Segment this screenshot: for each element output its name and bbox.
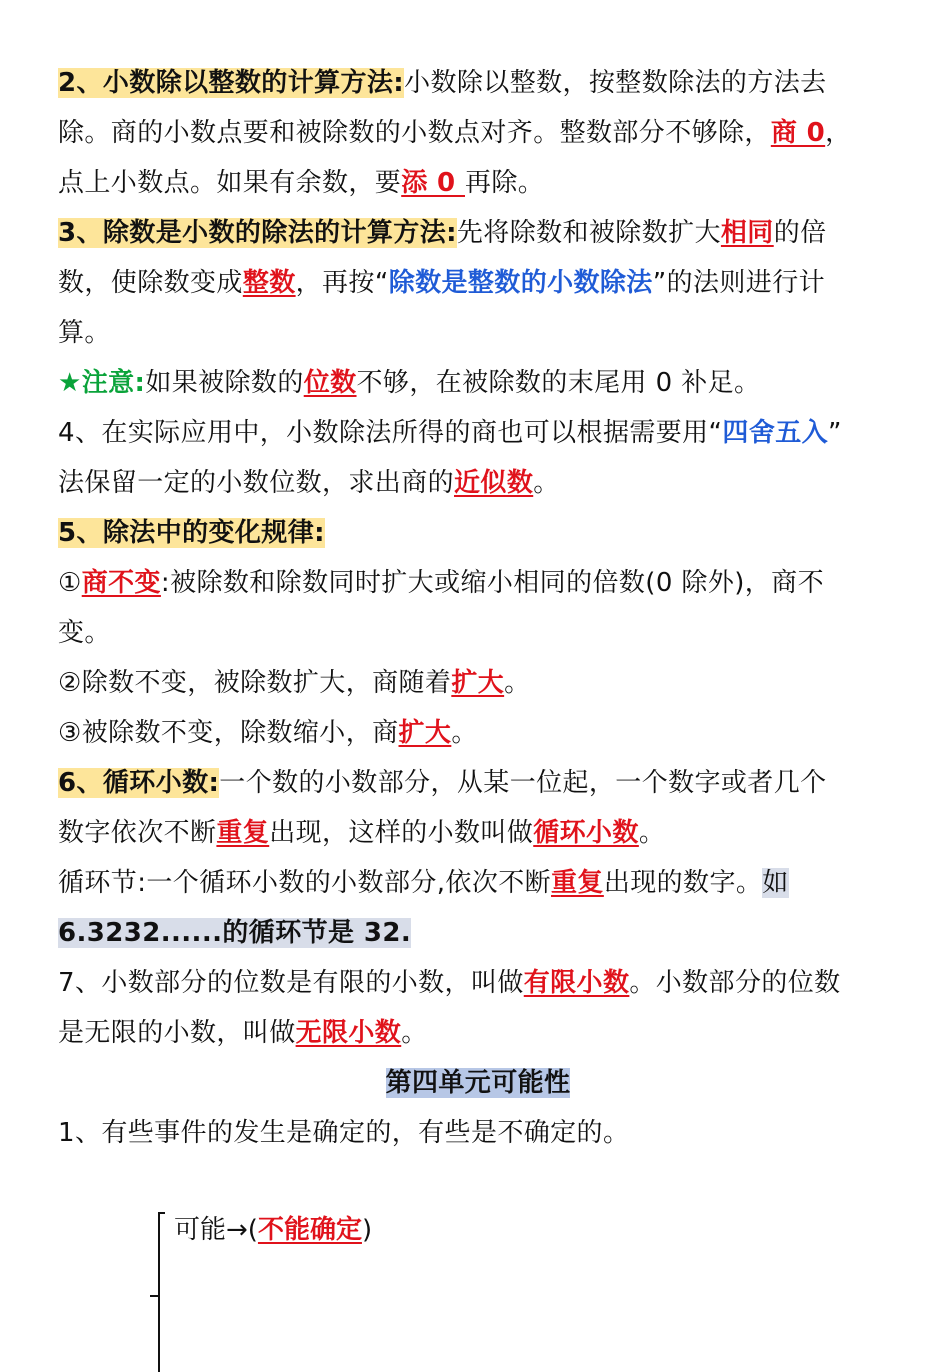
s5-line-heading (58, 508, 898, 558)
s3-line-1 (58, 208, 898, 258)
s4-text: 4、在实际应用中，小数除法所得的商也可以根据需要用“ (58, 418, 723, 448)
keyword-bunengqueding: 不能确定 (257, 1215, 362, 1245)
s2-text: 小数除以整数，按整数除法的方法去 (404, 68, 827, 98)
possibility-bracket (58, 1208, 898, 1368)
s2-text: 再除。 (465, 168, 545, 198)
s2-line-2 (58, 108, 898, 158)
s7-line-1 (58, 958, 898, 1008)
keyword-chongfu: 重复 (216, 818, 270, 848)
s4-text: 法保留一定的小数位数，求出商的 (58, 468, 455, 498)
keyword-xunhuanxiaoshu: 循环小数 (533, 818, 639, 848)
keyword-jinsishu: 近似数 (454, 468, 534, 498)
s6-text: 出现的数字。 (603, 868, 763, 898)
possible-label: 可能→( (174, 1215, 258, 1245)
keyword-xiangtong: 相同 (720, 218, 774, 248)
s4-text: 。 (533, 468, 560, 498)
s6-line-4 (58, 908, 898, 958)
s5-text: 。 (504, 668, 531, 698)
possible-label: ) (361, 1215, 373, 1245)
rule-name-blue: 除数是整数的小数除法 (388, 268, 653, 298)
s6-text: 数字依次不断 (58, 818, 217, 848)
note-label: ★注意: (58, 368, 146, 398)
circled-number: ① (58, 568, 82, 598)
bracket-line (158, 1212, 160, 1372)
bracket-line (158, 1212, 165, 1214)
s5-text: ②除数不变，被除数扩大，商随着 (58, 668, 452, 698)
example-highlight: 6.3232......的循环节是 32. (58, 918, 412, 948)
s7-text: 。小数部分的位数 (629, 968, 841, 998)
s4-text: ” (828, 418, 842, 448)
s3-text: 的倍 (773, 218, 827, 248)
s6-text: 循环节:一个循环小数的小数部分,依次不断 (58, 868, 552, 898)
s7-line-2 (58, 1008, 898, 1058)
keyword-youxianxiaoshu: 有限小数 (523, 968, 630, 998)
keyword-shangbubian: 商不变 (81, 568, 161, 598)
s5-text: ③被除数不变，除数缩小，商 (58, 718, 399, 748)
keyword-zhengshu: 整数 (242, 268, 296, 298)
s5-rule-2 (58, 658, 898, 708)
keyword-shang-0: 商 0 (770, 118, 826, 148)
s6-text: 出现，这样的小数叫做 (269, 818, 534, 848)
s4-line-1 (58, 408, 898, 458)
s5-rule-1-cont (58, 608, 898, 658)
s3-text: 数，使除数变成 (58, 268, 243, 298)
spacer (58, 1158, 898, 1208)
s3-text: 算。 (58, 318, 111, 348)
s5-text: 变。 (58, 618, 111, 648)
possible-item (174, 1208, 372, 1252)
example-highlight: 如 (762, 868, 789, 898)
s2-line-3 (58, 158, 898, 208)
s5-text: :被除数和除数同时扩大或缩小相同的倍数(0 除外)，商不 (160, 568, 824, 598)
s7-text: 7、小数部分的位数是有限的小数，叫做 (58, 968, 524, 998)
unit4-line-1 (58, 1108, 898, 1158)
s6-heading: 6、循环小数: (58, 768, 220, 798)
s3-heading: 3、除数是小数的除法的计算方法: (58, 218, 457, 248)
note-line (58, 358, 898, 408)
note-text: 如果被除数的 (145, 368, 304, 398)
s5-heading: 5、除法中的变化规律: (58, 518, 325, 548)
s4-line-2 (58, 458, 898, 508)
s5-rule-1 (58, 558, 898, 608)
s7-text: 是无限的小数，叫做 (58, 1018, 296, 1048)
s6-line-3 (58, 858, 898, 908)
s7-text: 。 (401, 1018, 428, 1048)
s2-text: 除。商的小数点要和被除数的小数点对齐。整数部分不够除， (58, 118, 771, 148)
keyword-tian-0: 添 0 (401, 168, 465, 198)
s6-text: 一个数的小数部分，从某一位起，一个数字或者几个 (219, 768, 827, 798)
s3-line-3 (58, 308, 898, 358)
unit4-title: 第四单元可能性 (385, 1068, 571, 1098)
s2-text: 点上小数点。如果有余数，要 (58, 168, 402, 198)
keyword-wuxianxiaoshu: 无限小数 (295, 1018, 402, 1048)
keyword-kuoda: 扩大 (398, 718, 452, 748)
keyword-weishu: 位数 (303, 368, 357, 398)
document-page (58, 58, 898, 1368)
s2-text: ， (825, 118, 852, 148)
s3-text: ，再按“ (295, 268, 389, 298)
unit4-title-line (58, 1058, 898, 1108)
s6-line-1 (58, 758, 898, 808)
s2-heading: 2、小数除以整数的计算方法: (58, 68, 405, 98)
s3-line-2 (58, 258, 898, 308)
bracket-line (150, 1295, 159, 1297)
keyword-sishewuru: 四舍五入 (722, 418, 829, 448)
s6-text: 。 (638, 818, 666, 848)
keyword-kuoda: 扩大 (451, 668, 505, 698)
s5-rule-3 (58, 708, 898, 758)
s2-line-1 (58, 58, 898, 108)
s3-text: ”的法则进行计 (652, 268, 825, 298)
s3-text: 先将除数和被除数扩大 (456, 218, 721, 248)
s5-text: 。 (451, 718, 478, 748)
keyword-chongfu: 重复 (551, 868, 604, 898)
note-text: 不够，在被除数的末尾用 0 补足。 (356, 368, 761, 398)
unit4-text: 1、有些事件的发生是确定的，有些是不确定的。 (58, 1118, 630, 1148)
s6-line-2 (58, 808, 898, 858)
